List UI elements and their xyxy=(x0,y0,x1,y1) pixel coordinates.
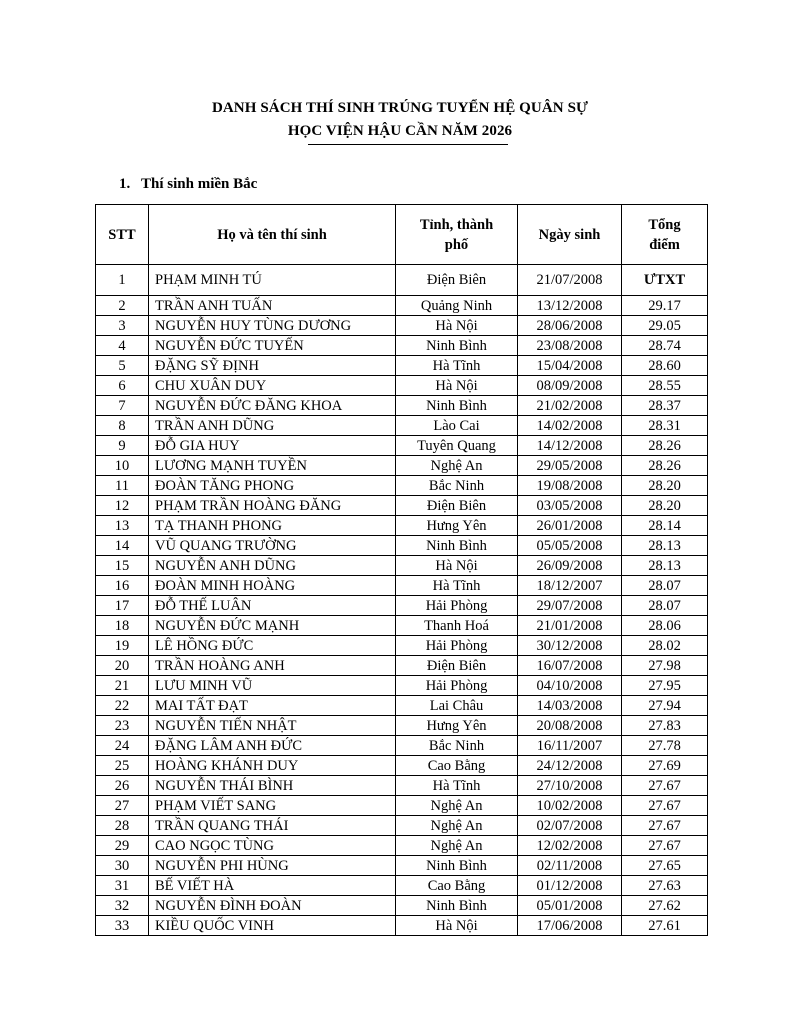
cell-score: 28.26 xyxy=(622,436,708,456)
cell-score: 28.55 xyxy=(622,376,708,396)
cell-dob: 23/08/2008 xyxy=(518,336,622,356)
table-body xyxy=(96,265,708,936)
cell-province: Lào Cai xyxy=(396,416,518,436)
table-row xyxy=(96,656,708,676)
cell-dob: 16/11/2007 xyxy=(518,736,622,756)
cell-name: LƯƠNG MẠNH TUYỀN xyxy=(149,456,396,476)
cell-name: NGUYỄN ANH DŨNG xyxy=(149,556,396,576)
cell-name: MAI TẤT ĐẠT xyxy=(149,696,396,716)
cell-dob: 05/05/2008 xyxy=(518,536,622,556)
cell-province: Hải Phòng xyxy=(396,596,518,616)
cell-dob: 14/03/2008 xyxy=(518,696,622,716)
cell-name: ĐẶNG SỸ ĐỊNH xyxy=(149,356,396,376)
cell-score: 29.05 xyxy=(622,316,708,336)
cell-name: NGUYỄN ĐÌNH ĐOÀN xyxy=(149,896,396,916)
cell-score: 27.78 xyxy=(622,736,708,756)
cell-name: TẠ THANH PHONG xyxy=(149,516,396,536)
cell-name: TRẦN ANH DŨNG xyxy=(149,416,396,436)
table-row xyxy=(96,876,708,896)
cell-stt: 1 xyxy=(96,265,149,296)
cell-name: CAO NGỌC TÙNG xyxy=(149,836,396,856)
header-score-text: Tổng điểm xyxy=(648,216,681,253)
table-row xyxy=(96,916,708,936)
title-underline xyxy=(308,144,508,145)
cell-stt: 32 xyxy=(96,896,149,916)
table-row xyxy=(96,896,708,916)
cell-province: Hải Phòng xyxy=(396,676,518,696)
candidate-table xyxy=(95,204,708,936)
header-score xyxy=(622,205,708,265)
cell-name: HOÀNG KHÁNH DUY xyxy=(149,756,396,776)
cell-score: 28.07 xyxy=(622,576,708,596)
cell-name: ĐOÀN TĂNG PHONG xyxy=(149,476,396,496)
cell-dob: 04/10/2008 xyxy=(518,676,622,696)
header-stt: STT xyxy=(96,205,149,265)
cell-name: VŨ QUANG TRƯỜNG xyxy=(149,536,396,556)
cell-score: 27.69 xyxy=(622,756,708,776)
cell-province: Hưng Yên xyxy=(396,716,518,736)
table-row xyxy=(96,716,708,736)
cell-stt: 17 xyxy=(96,596,149,616)
table-row xyxy=(96,856,708,876)
cell-stt: 4 xyxy=(96,336,149,356)
cell-dob: 29/05/2008 xyxy=(518,456,622,476)
cell-score: 27.67 xyxy=(622,816,708,836)
cell-stt: 14 xyxy=(96,536,149,556)
cell-dob: 29/07/2008 xyxy=(518,596,622,616)
cell-dob: 13/12/2008 xyxy=(518,296,622,316)
cell-stt: 10 xyxy=(96,456,149,476)
table-row xyxy=(96,436,708,456)
cell-stt: 9 xyxy=(96,436,149,456)
cell-name: NGUYỄN ĐỨC ĐĂNG KHOA xyxy=(149,396,396,416)
table-row xyxy=(96,376,708,396)
cell-province: Ninh Bình xyxy=(396,396,518,416)
header-province-text: Tỉnh, thành phố xyxy=(419,216,494,253)
cell-score: 28.14 xyxy=(622,516,708,536)
cell-name: ĐOÀN MINH HOÀNG xyxy=(149,576,396,596)
cell-name: NGUYỄN ĐỨC TUYẾN xyxy=(149,336,396,356)
table-row xyxy=(96,556,708,576)
cell-name: NGUYỄN PHI HÙNG xyxy=(149,856,396,876)
cell-score: 27.95 xyxy=(622,676,708,696)
table-header-row xyxy=(96,205,708,265)
cell-dob: 16/07/2008 xyxy=(518,656,622,676)
table-row xyxy=(96,336,708,356)
cell-dob: 05/01/2008 xyxy=(518,896,622,916)
header-province xyxy=(396,205,518,265)
cell-province: Thanh Hoá xyxy=(396,616,518,636)
table-row xyxy=(96,456,708,476)
cell-name: PHẠM VIẾT SANG xyxy=(149,796,396,816)
cell-score: 28.20 xyxy=(622,476,708,496)
section-label: Thí sinh miền Bắc xyxy=(141,176,258,192)
cell-name: TRẦN QUANG THÁI xyxy=(149,816,396,836)
cell-name: LƯU MINH VŨ xyxy=(149,676,396,696)
cell-province: Nghệ An xyxy=(396,456,518,476)
cell-dob: 10/02/2008 xyxy=(518,796,622,816)
cell-province: Hà Tĩnh xyxy=(396,356,518,376)
table-row xyxy=(96,616,708,636)
cell-province: Tuyên Quang xyxy=(396,436,518,456)
cell-stt: 26 xyxy=(96,776,149,796)
cell-name: PHẠM MINH TÚ xyxy=(149,265,396,296)
cell-score: 28.13 xyxy=(622,556,708,576)
table-row xyxy=(96,636,708,656)
cell-province: Lai Châu xyxy=(396,696,518,716)
cell-dob: 21/02/2008 xyxy=(518,396,622,416)
cell-stt: 31 xyxy=(96,876,149,896)
cell-name: ĐỖ THẾ LUÂN xyxy=(149,596,396,616)
cell-dob: 17/06/2008 xyxy=(518,916,622,936)
cell-stt: 33 xyxy=(96,916,149,936)
cell-dob: 24/12/2008 xyxy=(518,756,622,776)
cell-stt: 5 xyxy=(96,356,149,376)
table-row xyxy=(96,516,708,536)
table-row xyxy=(96,536,708,556)
cell-province: Nghệ An xyxy=(396,796,518,816)
cell-name: NGUYỄN ĐỨC MẠNH xyxy=(149,616,396,636)
cell-stt: 18 xyxy=(96,616,149,636)
cell-score: 27.98 xyxy=(622,656,708,676)
cell-dob: 14/02/2008 xyxy=(518,416,622,436)
cell-province: Nghệ An xyxy=(396,816,518,836)
cell-score: 27.62 xyxy=(622,896,708,916)
cell-dob: 08/09/2008 xyxy=(518,376,622,396)
cell-stt: 30 xyxy=(96,856,149,876)
cell-stt: 7 xyxy=(96,396,149,416)
cell-score: 28.37 xyxy=(622,396,708,416)
cell-score: 29.17 xyxy=(622,296,708,316)
document-title-line2: HỌC VIỆN HẬU CẦN NĂM 2026 xyxy=(287,123,513,139)
cell-dob: 28/06/2008 xyxy=(518,316,622,336)
table-row xyxy=(96,576,708,596)
cell-name: NGUYỄN THÁI BÌNH xyxy=(149,776,396,796)
document-title-line1: DANH SÁCH THÍ SINH TRÚNG TUYỂN HỆ QUÂN SỰ xyxy=(211,100,589,116)
cell-stt: 22 xyxy=(96,696,149,716)
cell-province: Ninh Bình xyxy=(396,336,518,356)
cell-stt: 23 xyxy=(96,716,149,736)
cell-stt: 3 xyxy=(96,316,149,336)
cell-dob: 02/07/2008 xyxy=(518,816,622,836)
cell-score: 27.67 xyxy=(622,836,708,856)
table-row xyxy=(96,496,708,516)
table-row xyxy=(96,476,708,496)
cell-province: Điện Biên xyxy=(396,496,518,516)
cell-province: Hưng Yên xyxy=(396,516,518,536)
cell-score: 28.20 xyxy=(622,496,708,516)
cell-name: KIỀU QUỐC VINH xyxy=(149,916,396,936)
table-row xyxy=(96,836,708,856)
cell-dob: 21/01/2008 xyxy=(518,616,622,636)
cell-stt: 20 xyxy=(96,656,149,676)
cell-score: 28.31 xyxy=(622,416,708,436)
cell-name: BẾ VIẾT HÀ xyxy=(149,876,396,896)
cell-stt: 27 xyxy=(96,796,149,816)
cell-province: Bắc Ninh xyxy=(396,736,518,756)
cell-dob: 20/08/2008 xyxy=(518,716,622,736)
cell-name: NGUYỄN TIẾN NHẬT xyxy=(149,716,396,736)
table-row xyxy=(96,596,708,616)
cell-dob: 21/07/2008 xyxy=(518,265,622,296)
cell-stt: 16 xyxy=(96,576,149,596)
table-row xyxy=(96,676,708,696)
cell-score: 28.60 xyxy=(622,356,708,376)
section-heading xyxy=(119,176,257,193)
cell-dob: 26/09/2008 xyxy=(518,556,622,576)
cell-province: Bắc Ninh xyxy=(396,476,518,496)
cell-dob: 01/12/2008 xyxy=(518,876,622,896)
cell-score: 27.63 xyxy=(622,876,708,896)
cell-score: 28.07 xyxy=(622,596,708,616)
cell-stt: 11 xyxy=(96,476,149,496)
cell-province: Cao Bằng xyxy=(396,876,518,896)
cell-stt: 25 xyxy=(96,756,149,776)
cell-score: 28.26 xyxy=(622,456,708,476)
cell-province: Ninh Bình xyxy=(396,896,518,916)
cell-score: 27.65 xyxy=(622,856,708,876)
cell-stt: 21 xyxy=(96,676,149,696)
cell-stt: 28 xyxy=(96,816,149,836)
table-row xyxy=(96,796,708,816)
cell-province: Ninh Bình xyxy=(396,536,518,556)
table-row xyxy=(96,356,708,376)
cell-score: 27.67 xyxy=(622,796,708,816)
cell-stt: 24 xyxy=(96,736,149,756)
table-row xyxy=(96,396,708,416)
cell-name: PHẠM TRẦN HOÀNG ĐĂNG xyxy=(149,496,396,516)
cell-province: Nghệ An xyxy=(396,836,518,856)
cell-stt: 12 xyxy=(96,496,149,516)
section-number: 1. xyxy=(119,176,131,192)
cell-province: Quảng Ninh xyxy=(396,296,518,316)
cell-score: 27.61 xyxy=(622,916,708,936)
cell-dob: 18/12/2007 xyxy=(518,576,622,596)
cell-stt: 6 xyxy=(96,376,149,396)
cell-name: CHU XUÂN DUY xyxy=(149,376,396,396)
cell-dob: 19/08/2008 xyxy=(518,476,622,496)
cell-stt: 8 xyxy=(96,416,149,436)
table-row xyxy=(96,316,708,336)
cell-dob: 14/12/2008 xyxy=(518,436,622,456)
header-name: Họ và tên thí sinh xyxy=(149,205,396,265)
cell-province: Ninh Bình xyxy=(396,856,518,876)
cell-province: Điện Biên xyxy=(396,656,518,676)
table-row xyxy=(96,416,708,436)
cell-stt: 2 xyxy=(96,296,149,316)
table-row xyxy=(96,776,708,796)
cell-dob: 12/02/2008 xyxy=(518,836,622,856)
cell-name: TRẦN ANH TUẤN xyxy=(149,296,396,316)
table-row xyxy=(96,296,708,316)
cell-province: Hà Nội xyxy=(396,916,518,936)
cell-province: Hải Phòng xyxy=(396,636,518,656)
cell-name: ĐỖ GIA HUY xyxy=(149,436,396,456)
cell-name: LÊ HỒNG ĐỨC xyxy=(149,636,396,656)
cell-score: 27.83 xyxy=(622,716,708,736)
table-row xyxy=(96,265,708,296)
cell-dob: 30/12/2008 xyxy=(518,636,622,656)
cell-dob: 26/01/2008 xyxy=(518,516,622,536)
table-row xyxy=(96,816,708,836)
cell-name: ĐẶNG LÂM ANH ĐỨC xyxy=(149,736,396,756)
cell-score: ƯTXT xyxy=(622,265,708,296)
cell-dob: 15/04/2008 xyxy=(518,356,622,376)
cell-province: Hà Nội xyxy=(396,556,518,576)
cell-score: 27.67 xyxy=(622,776,708,796)
cell-score: 28.74 xyxy=(622,336,708,356)
cell-name: NGUYỄN HUY TÙNG DƯƠNG xyxy=(149,316,396,336)
cell-stt: 13 xyxy=(96,516,149,536)
cell-stt: 29 xyxy=(96,836,149,856)
cell-province: Hà Nội xyxy=(396,316,518,336)
cell-stt: 19 xyxy=(96,636,149,656)
cell-dob: 27/10/2008 xyxy=(518,776,622,796)
cell-province: Cao Bằng xyxy=(396,756,518,776)
cell-score: 28.02 xyxy=(622,636,708,656)
cell-province: Điện Biên xyxy=(396,265,518,296)
table-row xyxy=(96,736,708,756)
table-row xyxy=(96,756,708,776)
cell-dob: 02/11/2008 xyxy=(518,856,622,876)
table-row xyxy=(96,696,708,716)
cell-province: Hà Nội xyxy=(396,376,518,396)
cell-stt: 15 xyxy=(96,556,149,576)
cell-score: 28.06 xyxy=(622,616,708,636)
cell-name: TRẦN HOÀNG ANH xyxy=(149,656,396,676)
cell-score: 27.94 xyxy=(622,696,708,716)
header-dob: Ngày sinh xyxy=(518,205,622,265)
cell-province: Hà Tĩnh xyxy=(396,576,518,596)
cell-province: Hà Tĩnh xyxy=(396,776,518,796)
cell-dob: 03/05/2008 xyxy=(518,496,622,516)
cell-score: 28.13 xyxy=(622,536,708,556)
